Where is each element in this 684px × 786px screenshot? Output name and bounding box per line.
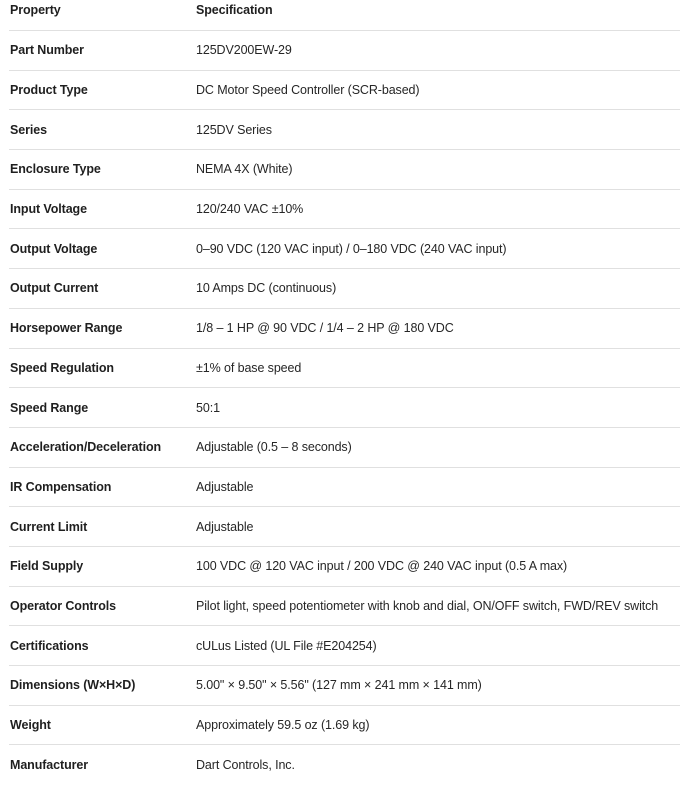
property-cell: Enclosure Type xyxy=(9,150,196,190)
specification-cell: 50:1 xyxy=(196,388,680,428)
table-row xyxy=(9,467,680,507)
property-cell: Weight xyxy=(9,705,196,745)
table-row xyxy=(9,269,680,309)
specification-cell: 10 Amps DC (continuous) xyxy=(196,269,680,309)
table-row xyxy=(9,308,680,348)
specification-cell: NEMA 4X (White) xyxy=(196,150,680,190)
table-row xyxy=(9,507,680,547)
property-cell: Current Limit xyxy=(9,507,196,547)
specification-cell: ±1% of base speed xyxy=(196,348,680,388)
table-header xyxy=(9,0,680,31)
property-cell: Output Voltage xyxy=(9,229,196,269)
specification-cell: 125DV200EW-29 xyxy=(196,31,680,71)
table-row xyxy=(9,229,680,269)
specification-table xyxy=(9,0,680,784)
specification-cell: 1/8 – 1 HP @ 90 VDC / 1/4 – 2 HP @ 180 VDC xyxy=(196,308,680,348)
specification-cell: 5.00" × 9.50" × 5.56" (127 mm × 241 mm × 141 mm) xyxy=(196,666,680,706)
table-row xyxy=(9,70,680,110)
table-row xyxy=(9,150,680,190)
table-row xyxy=(9,666,680,706)
specification-cell: cULus Listed (UL File #E204254) xyxy=(196,626,680,666)
table-row xyxy=(9,546,680,586)
property-cell: IR Compensation xyxy=(9,467,196,507)
specification-cell: 0–90 VDC (120 VAC input) / 0–180 VDC (240 VAC input) xyxy=(196,229,680,269)
table-row xyxy=(9,348,680,388)
specification-cell: 125DV Series xyxy=(196,110,680,150)
specification-cell: Dart Controls, Inc. xyxy=(196,757,295,772)
table-row xyxy=(9,427,680,467)
property-cell: Speed Range xyxy=(9,388,196,428)
specification-cell: 120/240 VAC ±10% xyxy=(196,189,680,229)
property-cell: Output Current xyxy=(9,269,196,309)
property-cell: Certifications xyxy=(9,626,196,666)
property-cell: Dimensions (W×H×D) xyxy=(9,666,196,706)
specification-cell: Adjustable (0.5 – 8 seconds) xyxy=(196,427,680,467)
property-cell: Part Number xyxy=(9,31,196,71)
specification-cell: Approximately 59.5 oz (1.69 kg) xyxy=(196,705,680,745)
specification-column-header: Specification xyxy=(196,0,680,31)
property-cell: Field Supply xyxy=(9,546,196,586)
table-row xyxy=(9,110,680,150)
property-cell: Operator Controls xyxy=(9,586,196,626)
specification-cell: DC Motor Speed Controller (SCR-based) xyxy=(196,70,680,110)
table-row xyxy=(9,189,680,229)
property-cell: Input Voltage xyxy=(9,189,196,229)
table-row xyxy=(9,745,680,784)
table-header-row xyxy=(9,0,680,31)
specification-cell: Pilot light, speed potentiometer with knob and dial, ON/OFF switch, FWD/REV switch xyxy=(196,586,680,626)
property-cell: Acceleration/Deceleration xyxy=(9,427,196,467)
property-column-header: Property xyxy=(9,0,196,31)
property-cell: Series xyxy=(9,110,196,150)
table-row xyxy=(9,626,680,666)
table-row xyxy=(9,31,680,71)
property-cell: Speed Regulation xyxy=(9,348,196,388)
specification-cell: Adjustable xyxy=(196,507,680,547)
specification-cell: 100 VDC @ 120 VAC input / 200 VDC @ 240 VAC input (0.5 A max) xyxy=(196,546,680,586)
table-row xyxy=(9,705,680,745)
specification-cell: Adjustable xyxy=(196,467,680,507)
table-body xyxy=(9,31,680,785)
table-row xyxy=(9,586,680,626)
property-cell: Product Type xyxy=(9,70,196,110)
property-cell: Horsepower Range xyxy=(9,308,196,348)
property-cell: Manufacturer xyxy=(10,757,88,772)
table-row xyxy=(9,388,680,428)
